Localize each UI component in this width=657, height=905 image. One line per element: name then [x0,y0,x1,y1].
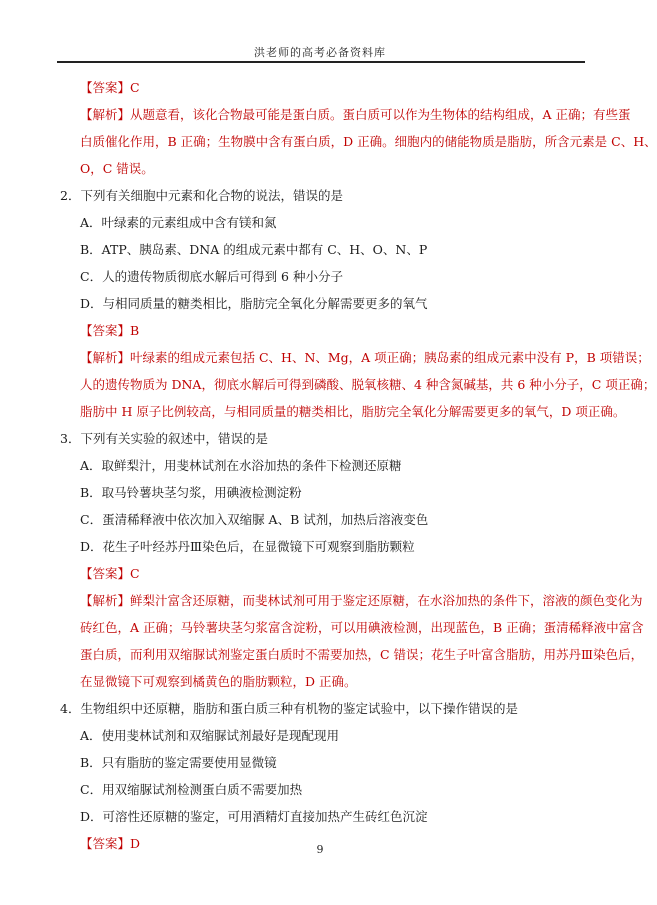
q3-option-a: A．取鲜梨汁，用斐林试剂在水浴加热的条件下检测还原糖 [80,458,402,473]
q1-explanation-line: 【解析】从题意看，该化合物最可能是蛋白质。蛋白质可以作为生物体的结构组成，A 正确；有些蛋 [80,107,631,122]
q3-explanation-line: 【解析】鲜梨汁富含还原糖，而斐林试剂可用于鉴定还原糖，在水浴加热的条件下，溶液的颜色变化为 [80,593,643,608]
q4-answer: 【答案】D [80,836,141,851]
q2-option-a: A．叶绿素的元素组成中含有镁和氮 [80,215,277,230]
q2-option-b: B．ATP、胰岛素、DNA 的组成元素中都有 C、H、O、N、P [80,242,428,257]
q4-option-a: A．使用斐林试剂和双缩脲试剂最好是现配现用 [80,728,340,743]
q2-answer: 【答案】B [80,323,140,338]
q4-option-c: C．用双缩脲试剂检测蛋白质不需要加热 [80,782,303,797]
q3-option-b: B．取马铃薯块茎匀浆，用碘液检测淀粉 [80,485,302,500]
document-body [60,74,657,857]
q2-option-d: D．与相同质量的糖类相比，脂肪完全氧化分解需要更多的氧气 [80,296,428,311]
q1-answer: 【答案】C [80,80,140,95]
q3-option-c: C．蛋清稀释液中依次加入双缩脲 A、B 试剂，加热后溶液变色 [80,512,429,527]
page-number: 9 [316,843,324,856]
q1-explanation-line: 白质催化作用，B 正确；生物膜中含有蛋白质，D 正确。细胞内的储能物质是脂肪，所含元素是 C、H、 [80,134,657,149]
header-divider [57,61,585,63]
q4-question: 4．生物组织中还原糖，脂肪和蛋白质三种有机物的鉴定试验中，以下操作错误的是 [60,701,518,716]
q3-explanation-line: 在显微镜下可观察到橘黄色的脂肪颗粒，D 正确。 [80,674,357,689]
q2-question: 2．下列有关细胞中元素和化合物的说法，错误的是 [60,188,343,203]
q3-option-d: D．花生子叶经苏丹Ⅲ染色后，在显微镜下可观察到脂肪颗粒 [80,539,415,554]
page-header-title: 洪老师的高考必备资料库 [254,46,386,59]
q2-option-c: C．人的遗传物质彻底水解后可得到 6 种小分子 [80,269,343,284]
q3-explanation-line: 蛋白质，而利用双缩脲试剂鉴定蛋白质时不需要加热，C 错误；花生子叶富含脂肪，用苏丹Ⅲ染色后， [80,647,644,662]
q3-question: 3．下列有关实验的叙述中，错误的是 [60,431,268,446]
q3-explanation-line: 砖红色，A 正确；马铃薯块茎匀浆富含淀粉，可以用碘液检测，出现蓝色，B 正确；蛋清稀释液中富含 [80,620,644,635]
q2-explanation-line: 人的遗传物质为 DNA，彻底水解后可得到磷酸、脱氧核糖、4 种含氮碱基，共 6 种小分子，C 项正确； [80,377,656,392]
q3-answer: 【答案】C [80,566,140,581]
q2-explanation-line: 【解析】叶绿素的组成元素包括 C、H、N、Mg，A 项正确；胰岛素的组成元素中没有 P，B 项错误； [80,350,650,365]
q1-explanation-line: O，C 错误。 [80,161,154,176]
q2-explanation-line: 脂肪中 H 原子比例较高，与相同质量的糖类相比，脂肪完全氧化分解需要更多的氧气，D 项正确。 [80,404,626,419]
q4-option-d: D．可溶性还原糖的鉴定，可用酒精灯直接加热产生砖红色沉淀 [80,809,428,824]
q4-option-b: B．只有脂肪的鉴定需要使用显微镜 [80,755,277,770]
